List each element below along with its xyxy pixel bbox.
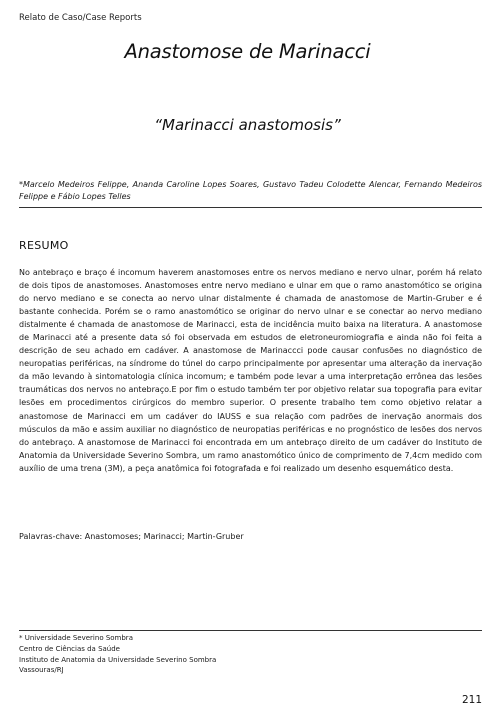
affiliation-footnote bbox=[19, 633, 216, 676]
abstract-body: No antebraço e braço é incomum haverem anastomoses entre os nervos mediano e nervo ulnar, porém há relato de dois tipos de anastomoses. Anastomoses entre nervo mediano e ulnar em que o ramo anastomótico se origina do nervo mediano e se conecta ao nervo ulnar distalmente é chamada de anastomose de Martin-Gruber e é bastante conhecida. Porém se o ramo anastomótico se originar do nervo ulnar e se conectar ao nervo mediano distalmente é chamada de anastomose de Marinacci, esta de incidência muito baixa na literatura. A anastomose de Marinacci até a presente data só foi observada em estudos de eletroneuromiografia e ainda não foi feita a descrição de seu achado em cadáver. A anastomose de Marinaccci pode causar confusões no diagnóstico de neuropatias periféricas, na síndrome do túnel do carpo principalmente por apresentar uma alteração da inervação da mão levando à sintomatologia clínica incomum; e também pode levar a uma interpretação errônea das lesões traumáticas dos nervos no antebraço.E por fim o estudo também ter por objetivo relatar sua topografia para evitar lesões em procedimentos cirúrgicos do membro superior. O presente trabalho tem como objetivo relatar a anastomose de Marinacci em um cadáver do IAUSS e sua relação com padrões de inervação anormais dos músculos da mão e assim auxiliar no diagnóstico de neuropatias periféricas e no prognóstico de lesões dos nervos do antebraço. A anastomose de Marinacci foi encontrada em um antebraço direito de um cadáver do Instituto de Anatomia da Universidade Severino Sombra, um ramo anastomótico único de comprimento de 7,4cm medido com auxílio de uma trena (3M), a peça anatômica foi fotografada e foi realizado um desenho esquemático desta. bbox=[19, 268, 482, 473]
affiliation-line: Centro de Ciências da Saúde bbox=[19, 644, 120, 653]
abstract-heading: RESUMO bbox=[19, 239, 69, 252]
keywords-line: Palavras-chave: Anastomoses; Marinacci; Martin-Gruber bbox=[19, 532, 244, 541]
article-title: Anastomose de Marinacci bbox=[124, 40, 371, 63]
footnote-divider bbox=[19, 630, 482, 631]
author-list: *Marcelo Medeiros Felippe, Ananda Caroline Lopes Soares, Gustavo Tadeu Colodette Alencar, Fernando Medeiros Felippe e Fábio Lopes Telles bbox=[19, 180, 482, 201]
article-subtitle: “Marinacci anastomosis” bbox=[154, 116, 341, 134]
affiliation-line: Vassouras/RJ bbox=[19, 666, 64, 675]
page-number: 211 bbox=[461, 694, 482, 706]
section-label: Relato de Caso/Case Reports bbox=[19, 13, 142, 23]
affiliation-line: Instituto de Anatomia da Universidade Severino Sombra bbox=[19, 655, 217, 664]
header-divider bbox=[19, 207, 482, 208]
affiliation-line: * Universidade Severino Sombra bbox=[19, 634, 133, 642]
